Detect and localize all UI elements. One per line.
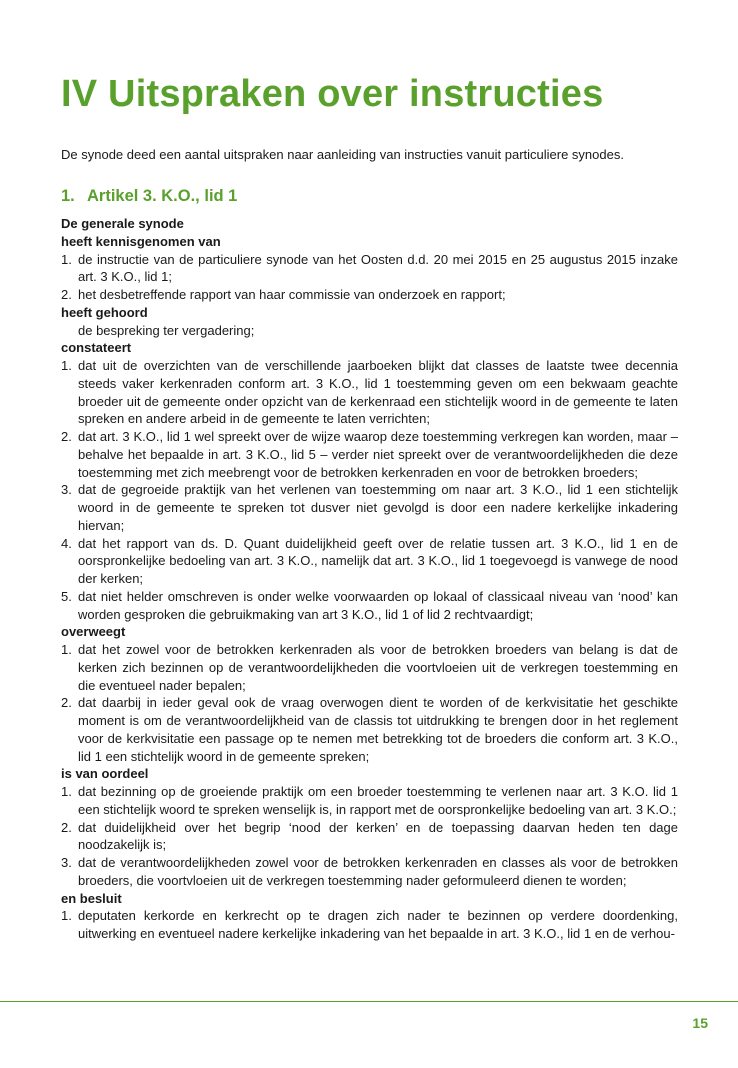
item-number: 3. [61,855,72,870]
list-item [61,251,678,287]
item-text: dat de gegroeide praktijk van het verlenen van toestemming om naar art. 3 K.O., lid 1 een stichtelijk woord in de gemeente te spreken tot dusver niet gevolgd is door een nadere kerkelijke inkadering hiervan; [78,482,678,533]
item-text: dat niet helder omschreven is onder welke voorwaarden op lokaal of classicaal niveau van ‘nood’ kan worden gesproken die gebruikmaking van art 3 K.O., lid 1 of lid 2 rechtvaardigt; [78,588,678,622]
item-number: 1. [61,251,72,267]
item-text: dat de verantwoordelijkheden zowel voor de betrokken kerkenraden en classes als voor de betrokken broeders, die voortvloeien uit de verkregen toestemming nader geformuleerd dienen te worden; [78,855,678,888]
list-item [61,694,678,765]
item-text: dat art. 3 K.O., lid 1 wel spreekt over de wijze waarop deze toestemming verkregen kan worden, maar – behalve het bepaalde in art. 3 K.O., lid 5 – verder niet spreekt over de verantwoordelijkheden die deze toestemming met zich meebrengt voor de betrokken kerkenraden en voor de betrokken broeders; [78,429,678,480]
chapter-title: IV Uitspraken over instructies [61,73,604,115]
item-text: dat het zowel voor de betrokken kerkenraden als voor de betrokken broeders van belang is dat de kerken zich bezinnen op de verantwoordelijkheden die voortvloeien uit de verkregen toestemming en die eventueel nader bepalen; [78,642,678,693]
section-number: 1. [61,187,75,205]
item-number: 1. [61,358,72,373]
noted-list [61,251,678,304]
item-number: 2. [61,695,72,711]
section-heading [61,185,237,207]
page-number: 15 [692,1015,708,1031]
item-number: 2. [61,287,72,302]
keyword-judges: is van oordeel [61,766,149,782]
list-item [61,641,678,694]
item-text: het desbetreffende rapport van haar commissie van onderzoek en rapport; [78,287,506,302]
list-item [61,481,678,534]
item-text: dat uit de overzichten van de verschillende jaarboeken blijkt dat classes de laatste twee decennia steeds vaker kerkenraden conform art. 3 K.O., lid 1 toestemming geven om een bekwaam geachte broeder uit de gemeente onder opzicht van de kerkenraad een stichtelijk woord in de gemeente te laten spreken en andere arbeid in de gemeente te laten verrichten; [78,358,678,427]
item-number: 5. [61,588,72,604]
intro-paragraph: De synode deed een aantal uitspraken naar aanleiding van instructies vanuit particuliere synodes. [61,147,624,162]
item-text: dat het rapport van ds. D. Quant duidelijkheid geeft over de relatie tussen art. 3 K.O., lid 1 en de oorspronkelijke bedoeling van art. 3 K.O., namelijk dat art. 3 K.O., lid 1 toegevoegd is vanwege de nood der kerken; [78,535,678,586]
keyword-decides: en besluit [61,890,122,906]
keyword-synod: De generale synode [61,216,184,231]
item-number: 2. [61,429,72,444]
item-number: 4. [61,535,72,551]
list-item [61,357,678,428]
list-item [61,819,678,855]
item-number: 3. [61,482,72,498]
item-number: 2. [61,819,72,835]
list-item [61,588,678,624]
item-number: 1. [61,784,72,799]
list-item [61,535,678,588]
decides-list [61,907,678,943]
heard-text: de bespreking ter vergadering; [78,322,255,338]
item-number: 1. [61,908,72,924]
list-item [61,907,678,943]
keyword-noted: heeft kennisgenomen van [61,233,221,249]
list-item [61,783,678,819]
item-number: 1. [61,642,72,657]
keyword-heard: heeft gehoord [61,304,148,320]
item-text: dat bezinning op de groeiende praktijk om een broeder toestemming te verlenen naar art. 3 K.O. lid 1 een stichtelijk woord te spreken wenselijk is, in rapport met de oorspronkelijke bedoeling van art. 3 K.O.; [78,784,678,817]
item-text: dat duidelijkheid over het begrip ‘nood der kerken’ en de toepassing daarvan heden ten dage noodzakelijk is; [78,819,678,853]
judges-list [61,783,678,890]
considers-list [61,641,678,765]
keyword-notes: constateert [61,340,132,356]
section-title: Artikel 3. K.O., lid 1 [86,187,238,205]
notes-list [61,357,678,623]
item-text: deputaten kerkorde en kerkrecht op te dragen zich nader te bezinnen op verdere doordenking, uitwerking en eventueel nadere kerkelijke inkadering van het bepaalde in art. 3 K.O., lid 1 en de verhou- [78,908,678,941]
list-item [61,854,678,890]
list-item [61,286,678,304]
footer-rule [0,1001,738,1002]
list-item [61,428,678,481]
decision-body [61,215,678,943]
keyword-considers: overweegt [61,624,126,640]
item-text: de instructie van de particuliere synode van het Oosten d.d. 20 mei 2015 en 25 augustus 2015 inzake art. 3 K.O., lid 1; [78,251,678,285]
item-text: dat daarbij in ieder geval ook de vraag overwogen dient te worden of de kerkvisitatie het geschikte moment is om de verantwoordelijkheid van de classis tot uitdrukking te brengen door in het reglement voor de kerkvisitatie een passage op te nemen met betrekking tot de broeders die conform art. 3 K.O., lid 1 een stichtelijk woord in de gemeente spreken; [78,695,678,764]
